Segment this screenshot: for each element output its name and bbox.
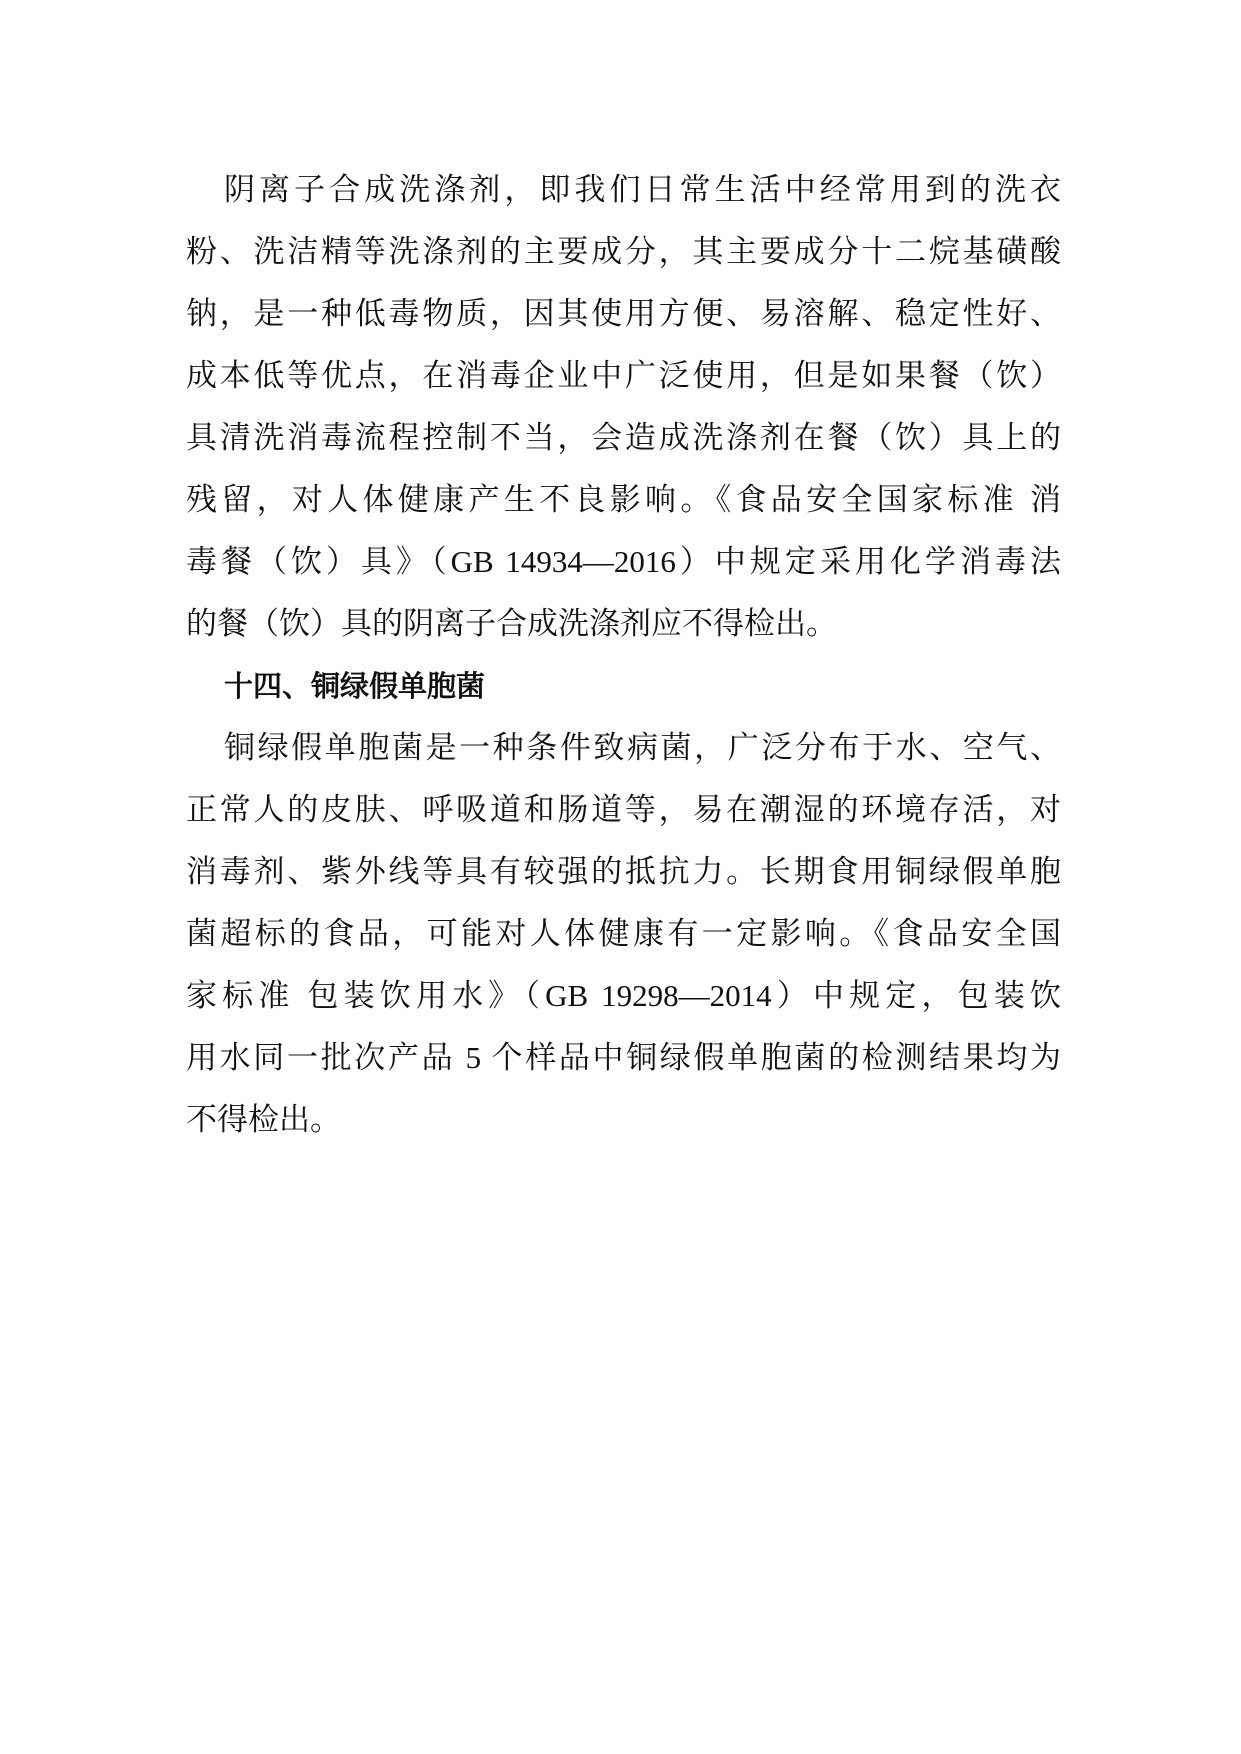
document-page [186, 159, 1061, 1151]
text-line: 铜绿假单胞菌是一种条件致病菌，广泛分布于水、空气、 [224, 730, 1061, 765]
text-line: 家标准 包装饮用水》（GB 19298—2014）中规定，包装饮 [186, 978, 1061, 1013]
paragraph-anionic-detergent [186, 159, 1061, 655]
text-line: 正常人的皮肤、呼吸道和肠道等，易在潮湿的环境存活，对 [186, 792, 1061, 827]
text-line: 粉、洗洁精等洗涤剂的主要成分，其主要成分十二烷基磺酸 [186, 234, 1061, 269]
text-line: 钠，是一种低毒物质，因其使用方便、易溶解、稳定性好、 [186, 296, 1061, 331]
text-line: 具清洗消毒流程控制不当，会造成洗涤剂在餐（饮）具上的 [186, 420, 1061, 455]
text-line: 菌超标的食品，可能对人体健康有一定影响。《食品安全国 [186, 916, 1061, 951]
text-line: 消毒剂、紫外线等具有较强的抵抗力。长期食用铜绿假单胞 [186, 854, 1061, 889]
paragraph-pseudomonas [186, 717, 1061, 1151]
text-line: 的餐（饮）具的阴离子合成洗涤剂应不得检出。 [186, 606, 837, 641]
text-line: 不得检出。 [186, 1102, 341, 1137]
text-line: 用水同一批次产品 5 个样品中铜绿假单胞菌的检测结果均为 [186, 1040, 1061, 1075]
text-line: 毒餐（饮）具》（GB 14934—2016）中规定采用化学消毒法 [186, 544, 1061, 579]
section-heading: 十四、铜绿假单胞菌 [224, 669, 486, 703]
text-line: 阴离子合成洗涤剂，即我们日常生活中经常用到的洗衣 [224, 172, 1061, 207]
text-line: 残留，对人体健康产生不良影响。《食品安全国家标准 消 [186, 482, 1061, 517]
text-line: 成本低等优点，在消毒企业中广泛使用，但是如果餐（饮） [186, 358, 1061, 393]
